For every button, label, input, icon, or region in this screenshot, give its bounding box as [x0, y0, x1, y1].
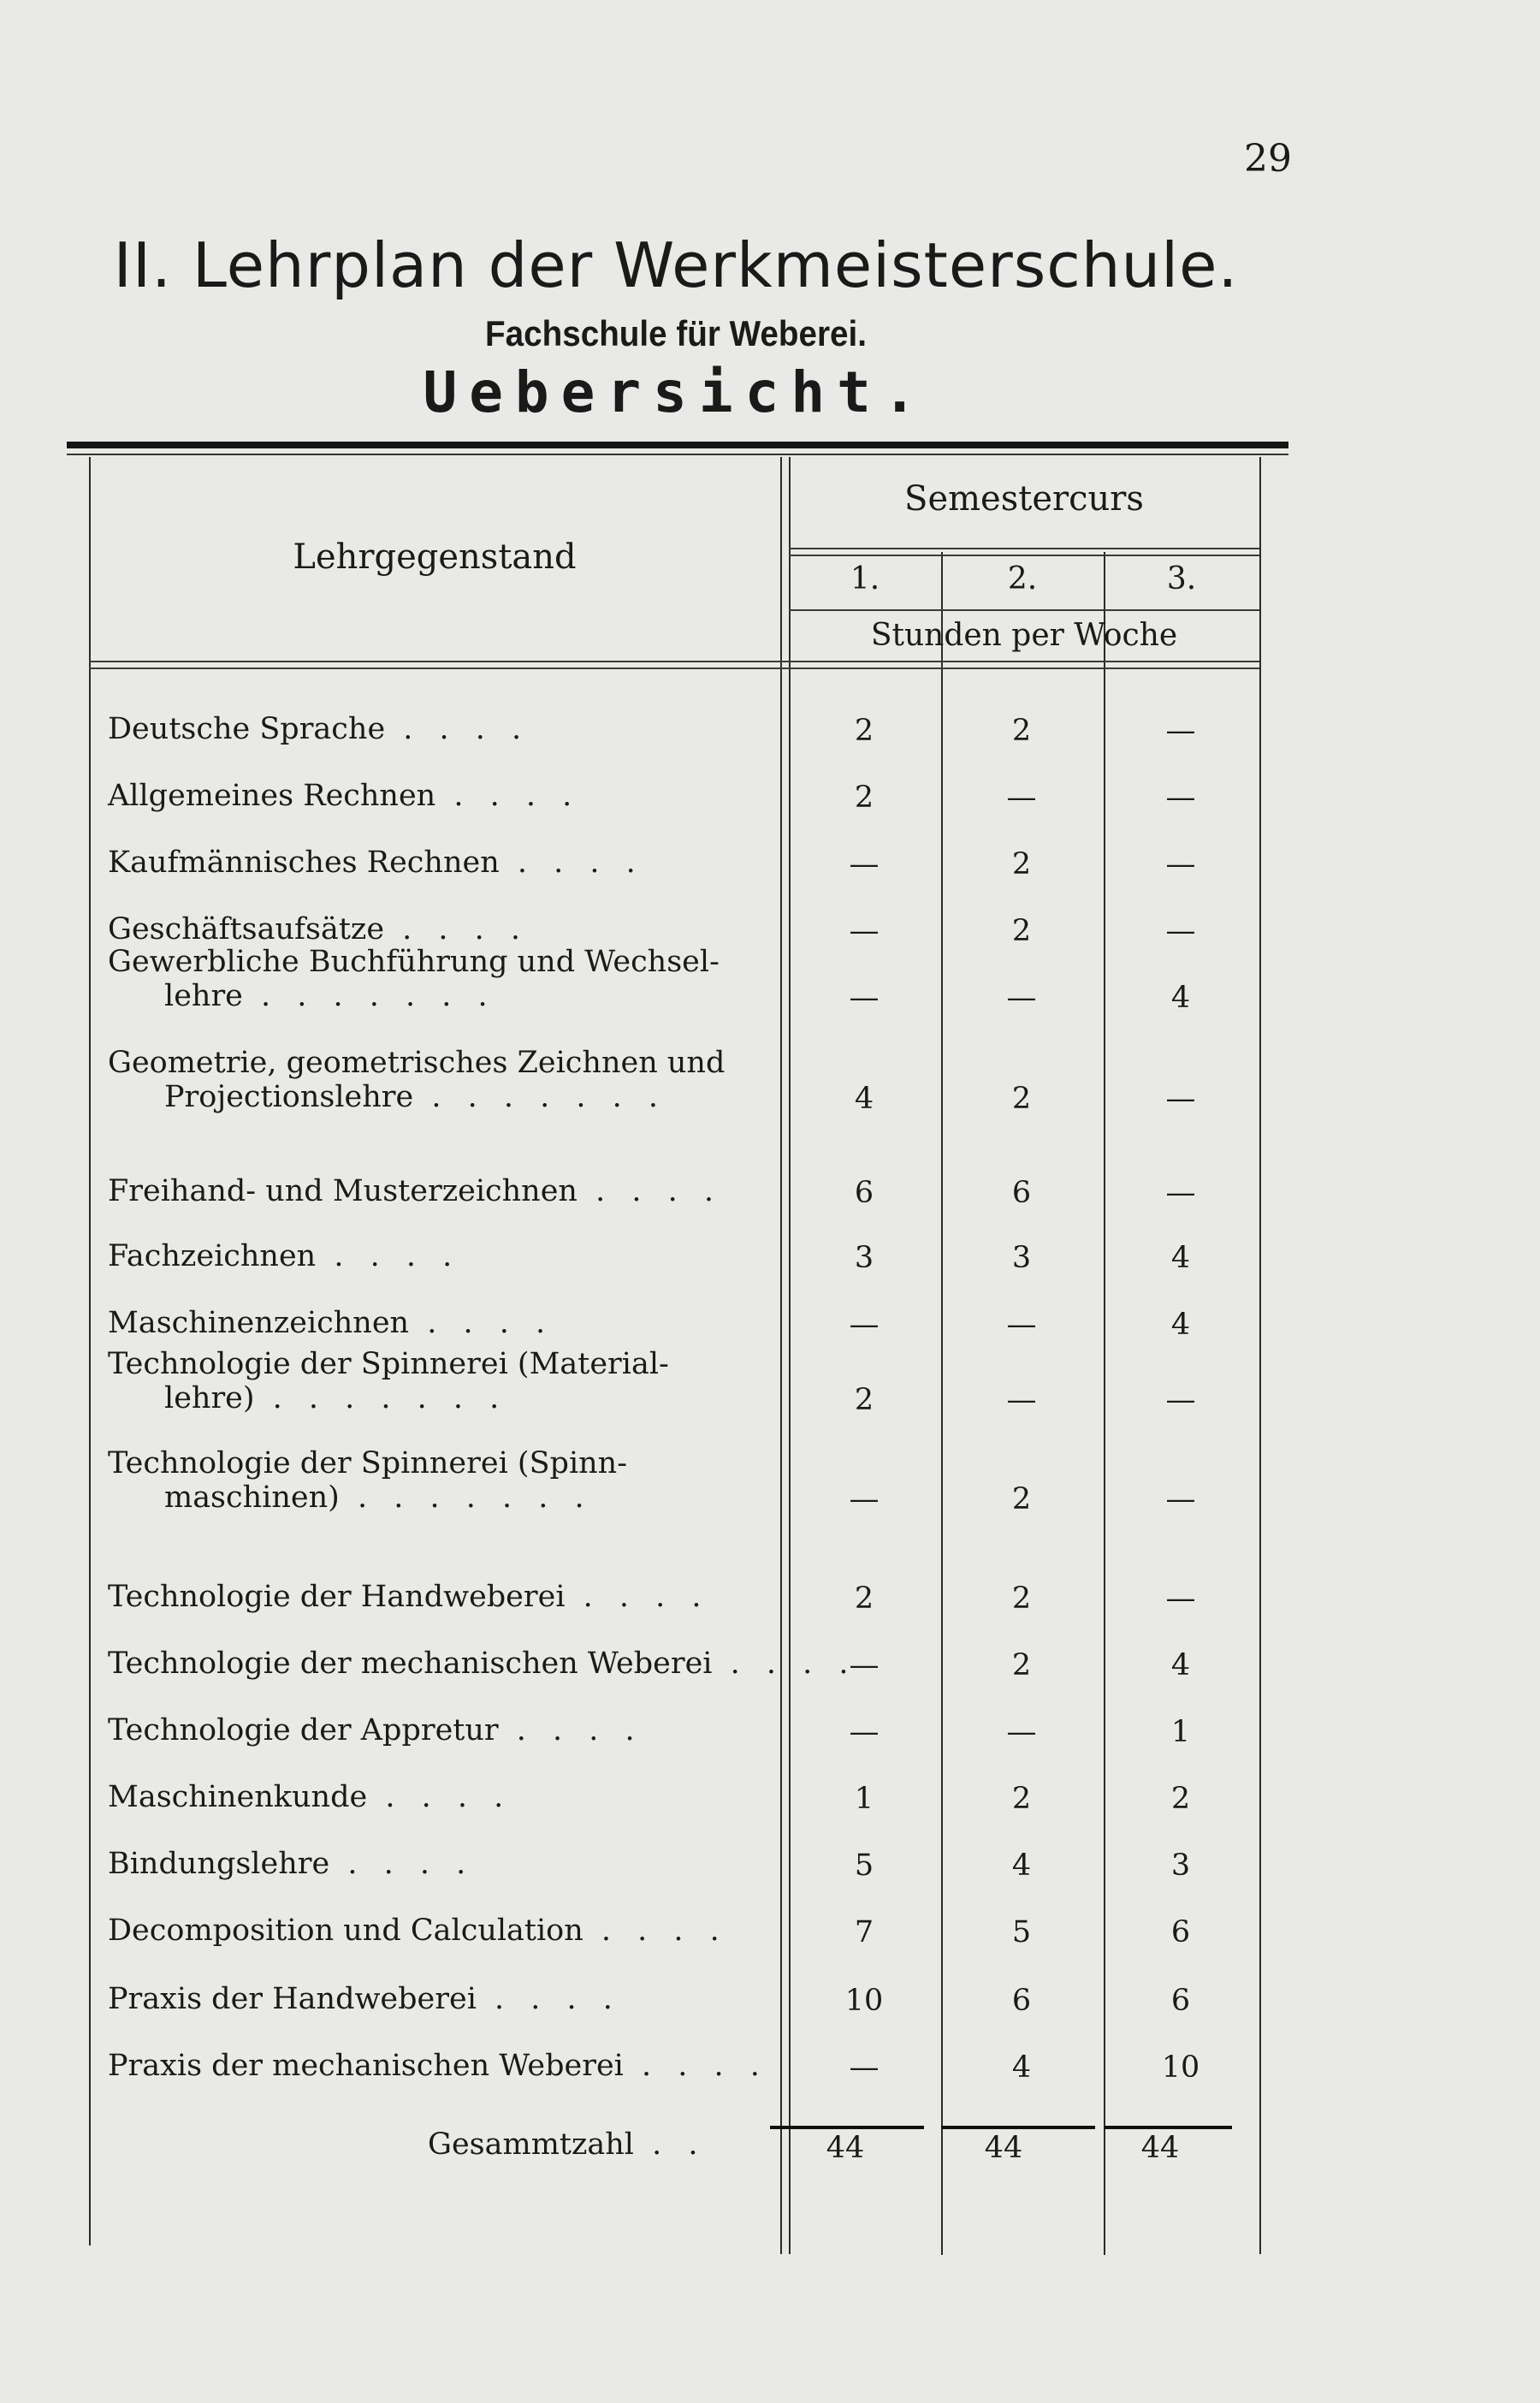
- leader-dots: . . . .: [583, 1914, 728, 1948]
- semester-2-value: 2: [1011, 1082, 1032, 1116]
- semester-2-value: —: [1006, 780, 1037, 815]
- course-header: Semestercurs: [904, 479, 1144, 519]
- semester-3-header: 3.: [1166, 561, 1197, 596]
- semester-divider-1: [941, 552, 943, 2255]
- row-label: [108, 2049, 767, 2083]
- leader-dots: . . . .: [409, 1306, 554, 1340]
- page-number: 29: [1244, 137, 1292, 181]
- semester-3-value: —: [1165, 1482, 1196, 1516]
- subject-divider: [780, 457, 782, 2254]
- total-rule-1: [770, 2126, 924, 2129]
- row-label-line-1: Technologie der Spinnerei (Spinn-: [108, 1446, 628, 1480]
- semester-3-value: 4: [1170, 1308, 1191, 1342]
- row-label: [108, 1046, 767, 1114]
- leader-dots: . . . .: [498, 1713, 643, 1747]
- row-label-line-1: Technologie der Appretur: [108, 1713, 499, 1747]
- row-label-line-1: Maschinenzeichnen: [108, 1306, 410, 1340]
- semester-3-value: —: [1165, 914, 1196, 948]
- row-label-line-1: Fachzeichnen: [108, 1239, 317, 1273]
- semester-3-value: —: [1165, 780, 1196, 815]
- semester-2-value: 2: [1011, 1648, 1032, 1682]
- semester-3-value: —: [1165, 847, 1196, 881]
- row-label: [108, 1646, 857, 1681]
- semester-1-value: 7: [854, 1915, 874, 1949]
- row-label: [108, 945, 767, 1013]
- leader-dots: . . . . . . .: [254, 1381, 508, 1415]
- semester-1-value: —: [849, 847, 880, 881]
- semester-header-rule: [789, 548, 1259, 549]
- leader-dots: . . . .: [367, 1780, 512, 1814]
- row-label-line-1: Geometrie, geometrisches Zeichnen und: [108, 1046, 726, 1080]
- semester-1-value: —: [849, 1308, 880, 1342]
- row-label-line-2: [108, 979, 767, 1013]
- row-label: [108, 1914, 767, 1948]
- semester-1-value: 2: [854, 1383, 874, 1417]
- row-label: [108, 1239, 767, 1273]
- page-title: II. Lehrplan der Werkmeisterschule.: [113, 229, 1239, 301]
- row-label-line-1: Kaufmännisches Rechnen: [108, 846, 500, 880]
- right-border: [1259, 457, 1261, 2254]
- semester-3-value: 4: [1170, 1648, 1191, 1682]
- leader-dots: . . . . . . .: [339, 1480, 593, 1515]
- row-label-line-2: [108, 1480, 767, 1515]
- semester-3-value: 1: [1170, 1715, 1191, 1749]
- leader-dots: . . . .: [565, 1580, 710, 1614]
- semester-3-value: 4: [1170, 981, 1191, 1015]
- row-label-line-1: Geschäftsaufsätze: [108, 912, 385, 946]
- semester-3-value: 10: [1161, 2050, 1200, 2085]
- semester-2-value: 2: [1011, 847, 1032, 881]
- semester-2-value: 2: [1011, 914, 1032, 948]
- semester-3-value: 6: [1170, 1984, 1191, 2018]
- semester-1-value: —: [849, 1482, 880, 1516]
- semester-2-value: 6: [1011, 1984, 1032, 2018]
- leader-dots: . . . . . . .: [242, 979, 496, 1013]
- row-label: [108, 1174, 767, 1208]
- semester-1-value: —: [849, 914, 880, 948]
- row-label-line-1: Gewerbliche Buchführung und Wechsel-: [108, 945, 720, 979]
- semester-3-value: 3: [1170, 1848, 1191, 1883]
- semester-1-value: 3: [854, 1241, 874, 1275]
- leader-dots: . . . .: [329, 1847, 475, 1881]
- header-bottom-rule: [89, 661, 1259, 662]
- semester-2-value: —: [1006, 1715, 1037, 1749]
- row-label-text-2: lehre): [164, 1381, 255, 1415]
- total-value-2: 44: [984, 2131, 1023, 2165]
- semester-2-value: 2: [1011, 714, 1032, 748]
- semester-3-value: —: [1165, 714, 1196, 748]
- overview-heading: Uebersicht.: [423, 359, 929, 425]
- top-thin-rule: [67, 454, 1288, 455]
- semester-2-value: —: [1006, 1383, 1037, 1417]
- semester-2-value: 2: [1011, 1482, 1032, 1516]
- semester-3-value: 4: [1170, 1241, 1191, 1275]
- row-label-line-1: Allgemeines Rechnen: [108, 779, 436, 813]
- row-label: [108, 1347, 767, 1415]
- left-border: [89, 457, 91, 2246]
- row-label-line-1: Praxis der Handweberei: [108, 1982, 477, 2016]
- semester-3-value: —: [1165, 1383, 1196, 1417]
- row-label-line-1: Maschinenkunde: [108, 1780, 368, 1814]
- leader-dots: . . . .: [316, 1239, 461, 1273]
- semester-2-value: 3: [1011, 1241, 1032, 1275]
- semester-header-rule-2: [789, 555, 1259, 556]
- row-label-line-1: Bindungslehre: [108, 1847, 330, 1881]
- header-bottom-rule-2: [89, 668, 1259, 669]
- semester-3-value: —: [1165, 1082, 1196, 1116]
- total-rule-3: [1104, 2126, 1232, 2129]
- row-label: [108, 1580, 767, 1614]
- row-label: [108, 712, 767, 746]
- semester-1-value: 4: [854, 1082, 874, 1116]
- semester-1-value: —: [849, 2050, 880, 2085]
- unit-header: Stunden per Woche: [870, 618, 1178, 653]
- row-label: [108, 1713, 767, 1747]
- leader-dots: . . . .: [499, 846, 644, 880]
- total-value-1: 44: [826, 2131, 865, 2165]
- row-label-text-2: Projectionslehre: [164, 1080, 414, 1114]
- leader-dots: . . . .: [577, 1174, 722, 1208]
- row-label-line-1: Deutsche Sprache: [108, 712, 386, 746]
- semester-1-value: —: [849, 1648, 880, 1682]
- leader-dots: . . . .: [476, 1982, 621, 2016]
- leader-dots: . . . .: [712, 1646, 857, 1681]
- total-label: Gesammtzahl . .: [428, 2127, 707, 2162]
- subject-header: Lehrgegenstand: [293, 537, 577, 577]
- semester-2-value: —: [1006, 981, 1037, 1015]
- total-value-3: 44: [1140, 2131, 1180, 2165]
- semester-2-value: 4: [1011, 2050, 1032, 2085]
- semester-1-header: 1.: [850, 561, 880, 596]
- row-label-text-2: lehre: [164, 979, 243, 1013]
- row-label: [108, 779, 767, 813]
- semester-1-value: 5: [854, 1848, 874, 1883]
- row-label-line-1: Technologie der Handweberei: [108, 1580, 566, 1614]
- semester-1-value: —: [849, 981, 880, 1015]
- row-label-line-1: Praxis der mechanischen Weberei: [108, 2049, 624, 2083]
- row-label: [108, 1847, 767, 1881]
- row-label-line-1: Freihand- und Musterzeichnen: [108, 1174, 578, 1208]
- row-label: [108, 1780, 767, 1814]
- semester-3-value: 6: [1170, 1915, 1191, 1949]
- semester-2-value: 2: [1011, 1782, 1032, 1816]
- page-subtitle: Fachschule für Weberei.: [485, 313, 867, 353]
- semester-2-value: 5: [1011, 1915, 1032, 1949]
- row-label-line-1: Decomposition und Calculation: [108, 1914, 583, 1948]
- row-label: [108, 846, 767, 880]
- row-label-line-2: [108, 1381, 767, 1415]
- semester-1-value: 10: [844, 1984, 884, 2018]
- row-label: [108, 1306, 767, 1340]
- row-label-text-2: maschinen): [164, 1480, 340, 1515]
- leader-dots: . . . .: [384, 912, 530, 946]
- semester-1-value: 2: [854, 714, 874, 748]
- leader-dots: . . . .: [385, 712, 530, 746]
- semester-2-value: 6: [1011, 1176, 1032, 1210]
- semester-2-header: 2.: [1007, 561, 1038, 596]
- row-label-line-1: Technologie der mechanischen Weberei: [108, 1646, 713, 1681]
- row-label: [108, 912, 767, 946]
- semester-1-value: 1: [854, 1782, 874, 1816]
- semester-1-value: 6: [854, 1176, 874, 1210]
- semester-3-value: —: [1165, 1581, 1196, 1616]
- semester-3-value: 2: [1170, 1782, 1191, 1816]
- leader-dots: . . . .: [623, 2049, 768, 2083]
- semester-3-value: —: [1165, 1176, 1196, 1210]
- semester-2-value: 4: [1011, 1848, 1032, 1883]
- semester-2-value: —: [1006, 1308, 1037, 1342]
- semester-1-value: —: [849, 1715, 880, 1749]
- total-rule-2: [941, 2126, 1095, 2129]
- row-label-line-2: [108, 1080, 767, 1114]
- semester-1-value: 2: [854, 780, 874, 815]
- row-label: [108, 1446, 767, 1515]
- row-label: [108, 1982, 767, 2016]
- leader-dots: . . . . . . .: [413, 1080, 667, 1114]
- semester-1-value: 2: [854, 1581, 874, 1616]
- top-thick-rule: [67, 442, 1288, 448]
- semester-2-value: 2: [1011, 1581, 1032, 1616]
- semester-number-rule: [789, 609, 1259, 611]
- row-label-line-1: Technologie der Spinnerei (Material-: [108, 1347, 669, 1381]
- leader-dots: . . . .: [435, 779, 581, 813]
